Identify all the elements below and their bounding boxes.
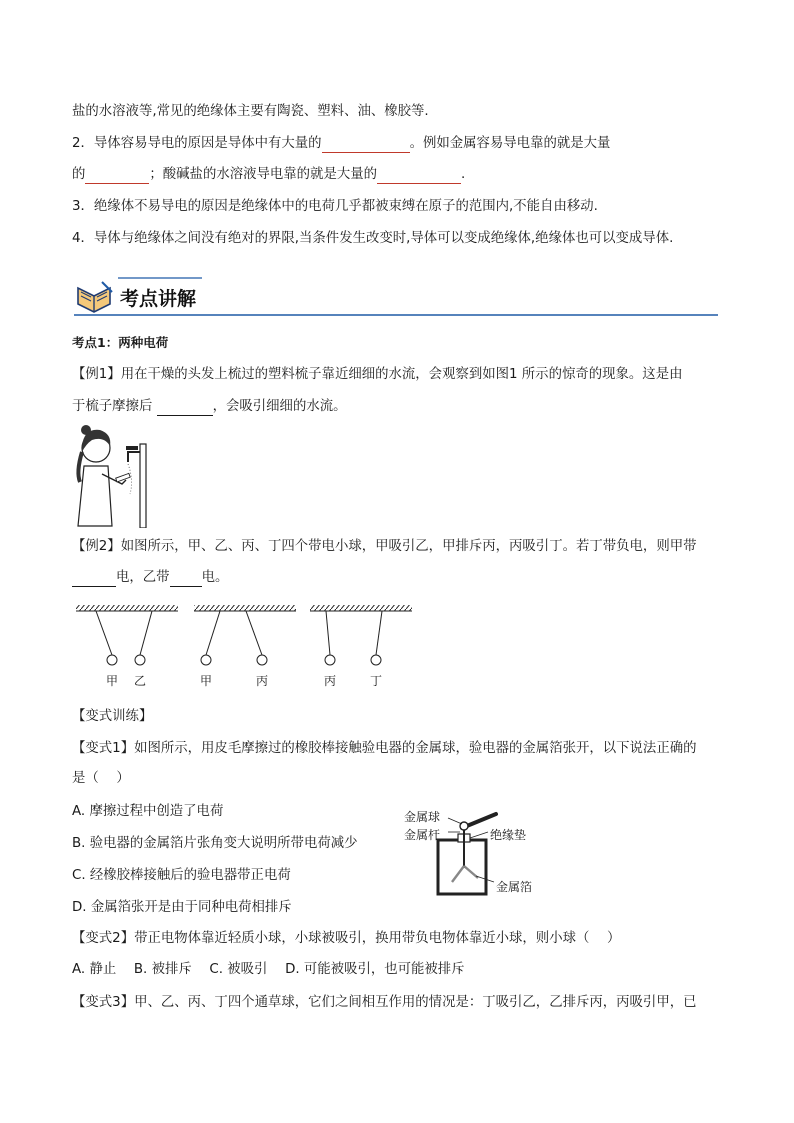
ball-label: 乙 xyxy=(134,674,147,688)
ball-label: 丁 xyxy=(370,674,383,688)
point-2-line-2 xyxy=(72,166,465,184)
point-2-text-a: 2．导体容易导电的原因是导体中有大量的 xyxy=(72,136,322,151)
section-header xyxy=(72,274,722,320)
variant-2-options[interactable]: A. 静止 B. 被排斥 C. 被吸引 D. 可能被吸引，也可能被排斥 xyxy=(72,962,465,977)
point-3-text: 3．绝缘体不易导电的原因是绝缘体中的电荷几乎都被束缚在原子的范围内,不能自由移动. xyxy=(72,199,598,214)
variant-1-line-1: 【变式1】如图所示，用皮毛摩擦过的橡胶棒接触验电器的金属球，验电器的金属箔张开，以下说法正确的 xyxy=(72,741,697,756)
example-1-line-1: 【例1】用在干燥的头发上梳过的塑料梳子靠近细细的水流，会观察到如图1 所示的惊奇的现象。这是由 xyxy=(72,367,683,382)
variant-2-line-1: 【变式2】带正电物体靠近轻质小球，小球被吸引，换用带负电物体靠近小球，则小球（ ） xyxy=(72,931,621,946)
example-2-text-b: 电。 xyxy=(201,570,229,585)
ball-label: 丙 xyxy=(324,674,337,688)
example-2-line-2 xyxy=(72,569,228,587)
example-1-text-b: ，会吸引细细的水流。 xyxy=(212,399,347,414)
figure-1-girl-faucet xyxy=(72,422,152,532)
variant-3-line-1: 【变式3】甲、乙、丙、丁四个通草球，它们之间相互作用的情况是：丁吸引乙，乙排斥丙，丙吸引甲，已 xyxy=(72,995,697,1010)
electroscope-label-rod: 金属杆 xyxy=(404,828,441,842)
section-title: 考点讲解 xyxy=(120,288,197,310)
point-4-text: 4．导体与绝缘体之间没有绝对的界限,当条件发生改变时,导体可以变成绝缘体,绝缘体也可以变成导体. xyxy=(72,231,674,246)
example-2-line-1: 【例2】如图所示，甲、乙、丙、丁四个带电小球，甲吸引乙，甲排斥丙，丙吸引丁。若丁带负电，则甲带 xyxy=(72,539,697,554)
variant-1-option-d[interactable]: D. 金属箔张开是由于同种电荷相排斥 xyxy=(72,900,292,915)
ball-label: 丙 xyxy=(256,674,269,688)
ball-label: 甲 xyxy=(106,674,119,688)
variant-1-option-c[interactable]: C. 经橡胶棒接触后的验电器带正电荷 xyxy=(72,868,291,883)
variant-training-title: 【变式训练】 xyxy=(72,709,153,724)
electroscope-label-foil: 金属箔 xyxy=(496,880,533,894)
intro-end-text: 盐的水溶液等,常见的绝缘体主要有陶瓷、塑料、油、橡胶等. xyxy=(72,104,429,119)
example-1-text-a: 于梳子摩擦后 xyxy=(72,399,157,414)
figure-2-hanging-balls xyxy=(76,603,416,677)
blank-3[interactable] xyxy=(377,169,461,184)
blank-1[interactable] xyxy=(322,138,410,153)
point-2-text-b: 。例如金属容易导电靠的就是大量 xyxy=(409,136,611,151)
example-1-line-2 xyxy=(72,398,347,416)
point-2-line-1 xyxy=(72,135,610,153)
variant-1-option-a[interactable]: A. 摩擦过程中创造了电荷 xyxy=(72,804,224,819)
electroscope-label-ball: 金属球 xyxy=(404,810,441,824)
blank-6[interactable] xyxy=(170,572,202,587)
blank-2[interactable] xyxy=(85,169,149,184)
variant-1-line-2: 是（ ） xyxy=(72,771,130,786)
electroscope-label-pad: 绝缘垫 xyxy=(490,828,527,842)
point-2-text-d: ；酸碱盐的水溶液导电靠的就是大量的 xyxy=(149,167,378,182)
example-2-text-a: 电，乙带 xyxy=(116,570,170,585)
blank-5[interactable] xyxy=(72,572,116,587)
point-2-text-c: 的 xyxy=(72,167,86,182)
blank-4[interactable] xyxy=(157,401,213,416)
ball-label: 甲 xyxy=(200,674,213,688)
point-2-text-e: . xyxy=(461,167,466,182)
variant-1-option-b[interactable]: B. 验电器的金属箔片张角变大说明所带电荷减少 xyxy=(72,836,358,851)
kaodian-1-title: 考点1：两种电荷 xyxy=(72,335,169,350)
